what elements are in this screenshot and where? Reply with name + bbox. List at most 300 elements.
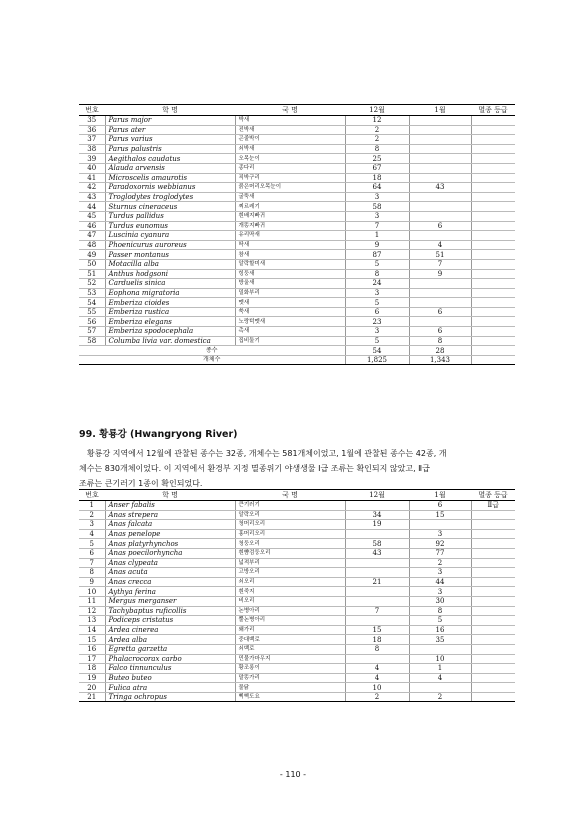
count-december xyxy=(345,596,409,606)
endangered-grade xyxy=(471,307,515,317)
count-december: 2 xyxy=(345,692,409,702)
table-row xyxy=(79,154,515,164)
table-row xyxy=(79,577,515,587)
korean-name: 황조롱이 xyxy=(235,664,345,674)
table-row xyxy=(79,135,515,145)
scientific-name: Turdus eunomus xyxy=(105,221,235,231)
row-number: 21 xyxy=(79,692,105,702)
row-number: 53 xyxy=(79,288,105,298)
endangered-grade xyxy=(471,692,515,702)
endangered-grade xyxy=(471,240,515,250)
korean-name: 찌르레기 xyxy=(235,202,345,212)
count-january: 8 xyxy=(409,606,471,616)
row-number: 2 xyxy=(79,510,105,520)
korean-name: 비오리 xyxy=(235,596,345,606)
count-december: 1 xyxy=(345,231,409,241)
endangered-grade xyxy=(471,644,515,654)
table-row xyxy=(79,116,515,126)
endangered-grade xyxy=(471,510,515,520)
bird-table-hwangryong xyxy=(79,489,515,702)
scientific-name: Carduelis sinica xyxy=(105,279,235,289)
scientific-name: Aythya ferina xyxy=(105,587,235,597)
count-december: 58 xyxy=(345,539,409,549)
count-january: 7 xyxy=(409,259,471,269)
count-december: 10 xyxy=(345,683,409,693)
row-number: 37 xyxy=(79,135,105,145)
endangered-grade xyxy=(471,654,515,664)
table-row xyxy=(79,163,515,173)
table-row xyxy=(79,307,515,317)
count-january xyxy=(409,173,471,183)
count-january xyxy=(409,163,471,173)
endangered-grade xyxy=(471,616,515,626)
endangered-grade xyxy=(471,558,515,568)
header-scientific-name: 학 명 xyxy=(105,490,235,501)
table-row xyxy=(79,221,515,231)
count-december: 4 xyxy=(345,664,409,674)
count-december: 3 xyxy=(345,211,409,221)
count-january: 6 xyxy=(409,327,471,337)
scientific-name: Luscinia cyanura xyxy=(105,231,235,241)
endangered-grade xyxy=(471,259,515,269)
count-january: 35 xyxy=(409,635,471,645)
count-january xyxy=(409,520,471,530)
table-row xyxy=(79,596,515,606)
count-january: 9 xyxy=(409,269,471,279)
scientific-name: Alauda arvensis xyxy=(105,163,235,173)
scientific-name: Paradoxornis webbianus xyxy=(105,183,235,193)
row-number: 45 xyxy=(79,211,105,221)
row-number: 42 xyxy=(79,183,105,193)
korean-name: 넓적부리 xyxy=(235,558,345,568)
count-december: 87 xyxy=(345,250,409,260)
scientific-name: Fulica atra xyxy=(105,683,235,693)
count-december: 8 xyxy=(345,269,409,279)
endangered-grade xyxy=(471,221,515,231)
count-december xyxy=(345,568,409,578)
endangered-grade xyxy=(471,625,515,635)
table-row xyxy=(79,298,515,308)
row-number: 36 xyxy=(79,125,105,135)
count-january xyxy=(409,211,471,221)
row-number: 10 xyxy=(79,587,105,597)
korean-name: 노랑턱멧새 xyxy=(235,317,345,327)
count-january: 6 xyxy=(409,307,471,317)
table-row xyxy=(79,192,515,202)
header-endangered-grade: 멸종 등급 xyxy=(471,490,515,501)
count-january: 92 xyxy=(409,539,471,549)
endangered-grade xyxy=(471,231,515,241)
korean-name: 참새 xyxy=(235,250,345,260)
paragraph-line: 조류는 큰기러기 1종이 확인되었다. xyxy=(79,479,203,488)
endangered-grade xyxy=(471,635,515,645)
header-scientific-name: 학 명 xyxy=(105,105,235,116)
count-january: 3 xyxy=(409,587,471,597)
korean-name: 곤줄박이 xyxy=(235,135,345,145)
table-row xyxy=(79,529,515,539)
section-heading: 99. 황룡강 (Hwangryong River) xyxy=(79,429,238,440)
count-december: 3 xyxy=(345,192,409,202)
count-january: 6 xyxy=(409,501,471,511)
scientific-name: Anas penelope xyxy=(105,529,235,539)
scientific-name: Egretta garzetta xyxy=(105,644,235,654)
header-endangered-grade: 멸종 등급 xyxy=(471,105,515,116)
count-january: 8 xyxy=(409,336,471,346)
korean-name: 개똥지빠귀 xyxy=(235,221,345,231)
row-number: 38 xyxy=(79,144,105,154)
korean-name: 힝둥새 xyxy=(235,269,345,279)
endangered-grade xyxy=(471,288,515,298)
individual-count-december: 1,825 xyxy=(345,355,409,365)
individual-count-january: 1,343 xyxy=(409,355,471,365)
endangered-grade xyxy=(471,269,515,279)
table-row xyxy=(79,587,515,597)
table-row xyxy=(79,568,515,578)
table-row xyxy=(79,279,515,289)
endangered-grade xyxy=(471,144,515,154)
korean-name: 왜가리 xyxy=(235,625,345,635)
scientific-name: Phoenicurus auroreus xyxy=(105,240,235,250)
scientific-name: Turdus pallidus xyxy=(105,211,235,221)
individual-count-grade xyxy=(471,355,515,365)
endangered-grade xyxy=(471,548,515,558)
count-january: 16 xyxy=(409,625,471,635)
row-number: 40 xyxy=(79,163,105,173)
korean-name: 촉새 xyxy=(235,327,345,337)
row-number: 46 xyxy=(79,221,105,231)
species-count-december: 54 xyxy=(345,346,409,356)
header-number: 번호 xyxy=(79,105,105,116)
endangered-grade xyxy=(471,279,515,289)
endangered-grade xyxy=(471,116,515,126)
scientific-name: Parus palustris xyxy=(105,144,235,154)
endangered-grade xyxy=(471,596,515,606)
count-january xyxy=(409,298,471,308)
scientific-name: Aegithalos caudatus xyxy=(105,154,235,164)
korean-name: 진박새 xyxy=(235,125,345,135)
endangered-grade xyxy=(471,520,515,530)
species-count-grade xyxy=(471,346,515,356)
row-number: 12 xyxy=(79,606,105,616)
table-header-row xyxy=(79,105,515,116)
paragraph-line: 황룡강 지역에서 12월에 관찰된 종수는 32종, 개체수는 581개체이었고, 1월에 관찰된 종수는 42종, 개 xyxy=(87,449,447,458)
count-december: 2 xyxy=(345,135,409,145)
count-january: 3 xyxy=(409,568,471,578)
count-december xyxy=(345,587,409,597)
count-january xyxy=(409,144,471,154)
table-row xyxy=(79,548,515,558)
row-number: 47 xyxy=(79,231,105,241)
count-december: 8 xyxy=(345,144,409,154)
row-number: 35 xyxy=(79,116,105,126)
bird-table-upper xyxy=(79,104,515,365)
row-number: 1 xyxy=(79,501,105,511)
korean-name: 쇠백로 xyxy=(235,644,345,654)
count-january xyxy=(409,192,471,202)
scientific-name: Eophona migratoria xyxy=(105,288,235,298)
korean-name: 쑥새 xyxy=(235,307,345,317)
count-december: 5 xyxy=(345,259,409,269)
scientific-name: Phalacrocorax carbo xyxy=(105,654,235,664)
endangered-grade xyxy=(471,568,515,578)
row-number: 44 xyxy=(79,202,105,212)
row-number: 52 xyxy=(79,279,105,289)
count-january: 30 xyxy=(409,596,471,606)
scientific-name: Parus major xyxy=(105,116,235,126)
korean-name: 방울새 xyxy=(235,279,345,289)
count-january xyxy=(409,125,471,135)
row-number: 58 xyxy=(79,336,105,346)
table-row xyxy=(79,202,515,212)
scientific-name: Sturnus cineraceus xyxy=(105,202,235,212)
korean-name: 말똥가리 xyxy=(235,673,345,683)
scientific-name: Passer montanus xyxy=(105,250,235,260)
scientific-name: Mergus merganser xyxy=(105,596,235,606)
header-january: 1월 xyxy=(409,105,471,116)
table-row xyxy=(79,240,515,250)
table-row xyxy=(79,288,515,298)
table-row xyxy=(79,510,515,520)
count-december: 58 xyxy=(345,202,409,212)
row-number: 5 xyxy=(79,539,105,549)
korean-name: 밀화부리 xyxy=(235,288,345,298)
page-number: - 110 - xyxy=(279,770,307,779)
count-january: 77 xyxy=(409,548,471,558)
species-count-label: 종수 xyxy=(79,346,345,356)
count-december xyxy=(345,616,409,626)
scientific-name: Falco tinnunculus xyxy=(105,664,235,674)
row-number: 18 xyxy=(79,664,105,674)
korean-name: 딱새 xyxy=(235,240,345,250)
count-january: 4 xyxy=(409,673,471,683)
endangered-grade xyxy=(471,211,515,221)
header-january: 1월 xyxy=(409,490,471,501)
individual-count-label: 개체수 xyxy=(79,355,345,365)
species-count-row xyxy=(79,346,515,356)
count-january: 6 xyxy=(409,221,471,231)
korean-name: 뿔논병아리 xyxy=(235,616,345,626)
korean-name: 박새 xyxy=(235,116,345,126)
row-number: 16 xyxy=(79,644,105,654)
endangered-grade xyxy=(471,683,515,693)
count-january: 43 xyxy=(409,183,471,193)
row-number: 11 xyxy=(79,596,105,606)
scientific-name: Microscelis amaurotis xyxy=(105,173,235,183)
row-number: 9 xyxy=(79,577,105,587)
count-december: 2 xyxy=(345,125,409,135)
korean-name: 논병아리 xyxy=(235,606,345,616)
endangered-grade xyxy=(471,577,515,587)
endangered-grade xyxy=(471,327,515,337)
table-row xyxy=(79,259,515,269)
count-january xyxy=(409,288,471,298)
scientific-name: Ardea alba xyxy=(105,635,235,645)
count-january: 10 xyxy=(409,654,471,664)
table-row xyxy=(79,125,515,135)
row-number: 48 xyxy=(79,240,105,250)
table-row xyxy=(79,606,515,616)
count-december: 3 xyxy=(345,288,409,298)
scientific-name: Anas acuta xyxy=(105,568,235,578)
count-december: 23 xyxy=(345,317,409,327)
table-row xyxy=(79,269,515,279)
scientific-name: Tringa ochropus xyxy=(105,692,235,702)
individual-count-row xyxy=(79,355,515,365)
korean-name: 흰죽지 xyxy=(235,587,345,597)
endangered-grade xyxy=(471,664,515,674)
scientific-name: Ardea cinerea xyxy=(105,625,235,635)
count-january xyxy=(409,231,471,241)
count-january: 1 xyxy=(409,664,471,674)
korean-name: 알락할미새 xyxy=(235,259,345,269)
paragraph-line: 체수는 830개체이었다. 이 지역에서 환경부 지정 멸종위기 야생생물 Ⅰ급 조류는 확인되지 않았고, Ⅱ급 xyxy=(79,464,430,473)
table-row xyxy=(79,501,515,511)
endangered-grade xyxy=(471,539,515,549)
row-number: 19 xyxy=(79,673,105,683)
korean-name: 큰기러기 xyxy=(235,501,345,511)
count-january: 2 xyxy=(409,692,471,702)
header-december: 12월 xyxy=(345,490,409,501)
header-number: 번호 xyxy=(79,490,105,501)
row-number: 3 xyxy=(79,520,105,530)
endangered-grade xyxy=(471,192,515,202)
row-number: 8 xyxy=(79,568,105,578)
endangered-grade xyxy=(471,317,515,327)
scientific-name: Buteo buteo xyxy=(105,673,235,683)
scientific-name: Emberiza rustica xyxy=(105,307,235,317)
count-december: 67 xyxy=(345,163,409,173)
endangered-grade xyxy=(471,529,515,539)
row-number: 17 xyxy=(79,654,105,664)
table-row xyxy=(79,692,515,702)
endangered-grade xyxy=(471,135,515,145)
row-number: 54 xyxy=(79,298,105,308)
count-december: 43 xyxy=(345,548,409,558)
table-row xyxy=(79,336,515,346)
count-december xyxy=(345,501,409,511)
count-january xyxy=(409,116,471,126)
row-number: 14 xyxy=(79,625,105,635)
endangered-grade xyxy=(471,154,515,164)
count-december: 19 xyxy=(345,520,409,530)
count-december: 15 xyxy=(345,625,409,635)
table-row xyxy=(79,558,515,568)
endangered-grade xyxy=(471,587,515,597)
count-december: 34 xyxy=(345,510,409,520)
korean-name: 종다리 xyxy=(235,163,345,173)
count-december: 7 xyxy=(345,221,409,231)
scientific-name: Emberiza cioides xyxy=(105,298,235,308)
row-number: 57 xyxy=(79,327,105,337)
table-row xyxy=(79,539,515,549)
scientific-name: Anas platyrhynchos xyxy=(105,539,235,549)
count-december: 6 xyxy=(345,307,409,317)
table-row xyxy=(79,327,515,337)
endangered-grade xyxy=(471,606,515,616)
korean-name: 직박구리 xyxy=(235,173,345,183)
count-january: 2 xyxy=(409,558,471,568)
count-december: 4 xyxy=(345,673,409,683)
korean-name: 오목눈이 xyxy=(235,154,345,164)
scientific-name: Anas strepera xyxy=(105,510,235,520)
endangered-grade xyxy=(471,250,515,260)
table-row xyxy=(79,616,515,626)
scientific-name: Emberiza elegans xyxy=(105,317,235,327)
scientific-name: Anas poecilorhyncha xyxy=(105,548,235,558)
row-number: 39 xyxy=(79,154,105,164)
count-january: 3 xyxy=(409,529,471,539)
korean-name: 민물가마우지 xyxy=(235,654,345,664)
scientific-name: Parus varius xyxy=(105,135,235,145)
row-number: 50 xyxy=(79,259,105,269)
scientific-name: Parus ater xyxy=(105,125,235,135)
row-number: 56 xyxy=(79,317,105,327)
count-december: 5 xyxy=(345,336,409,346)
table-row xyxy=(79,520,515,530)
row-number: 49 xyxy=(79,250,105,260)
scientific-name: Podiceps cristatus xyxy=(105,616,235,626)
table-header-row xyxy=(79,490,515,501)
table-row xyxy=(79,250,515,260)
count-january xyxy=(409,279,471,289)
scientific-name: Motacilla alba xyxy=(105,259,235,269)
count-january xyxy=(409,644,471,654)
korean-name: 집비둘기 xyxy=(235,336,345,346)
korean-name: 흰뺨검둥오리 xyxy=(235,548,345,558)
species-count-january: 28 xyxy=(409,346,471,356)
count-january xyxy=(409,154,471,164)
section-paragraph xyxy=(79,446,515,491)
korean-name: 흰배지빠귀 xyxy=(235,211,345,221)
table-row xyxy=(79,654,515,664)
count-december: 5 xyxy=(345,298,409,308)
korean-name: 물닭 xyxy=(235,683,345,693)
table-row xyxy=(79,144,515,154)
count-december xyxy=(345,529,409,539)
table-row xyxy=(79,211,515,221)
table-row xyxy=(79,625,515,635)
scientific-name: Emberiza spodocephala xyxy=(105,327,235,337)
endangered-grade xyxy=(471,202,515,212)
count-december: 7 xyxy=(345,606,409,616)
table-row xyxy=(79,664,515,674)
table-row xyxy=(79,635,515,645)
count-december: 24 xyxy=(345,279,409,289)
table-row xyxy=(79,231,515,241)
korean-name: 쇠오리 xyxy=(235,577,345,587)
count-january: 15 xyxy=(409,510,471,520)
count-january xyxy=(409,317,471,327)
scientific-name: Anas clypeata xyxy=(105,558,235,568)
count-december xyxy=(345,558,409,568)
endangered-grade xyxy=(471,125,515,135)
row-number: 20 xyxy=(79,683,105,693)
table-row xyxy=(79,183,515,193)
scientific-name: Anas crecca xyxy=(105,577,235,587)
korean-name: 유리딱새 xyxy=(235,231,345,241)
korean-name: 홍머리오리 xyxy=(235,529,345,539)
scientific-name: Anas falcata xyxy=(105,520,235,530)
count-january: 4 xyxy=(409,240,471,250)
korean-name: 중대백로 xyxy=(235,635,345,645)
count-january xyxy=(409,135,471,145)
row-number: 41 xyxy=(79,173,105,183)
row-number: 43 xyxy=(79,192,105,202)
korean-name: 청둥오리 xyxy=(235,539,345,549)
row-number: 4 xyxy=(79,529,105,539)
count-december: 18 xyxy=(345,173,409,183)
count-january xyxy=(409,202,471,212)
